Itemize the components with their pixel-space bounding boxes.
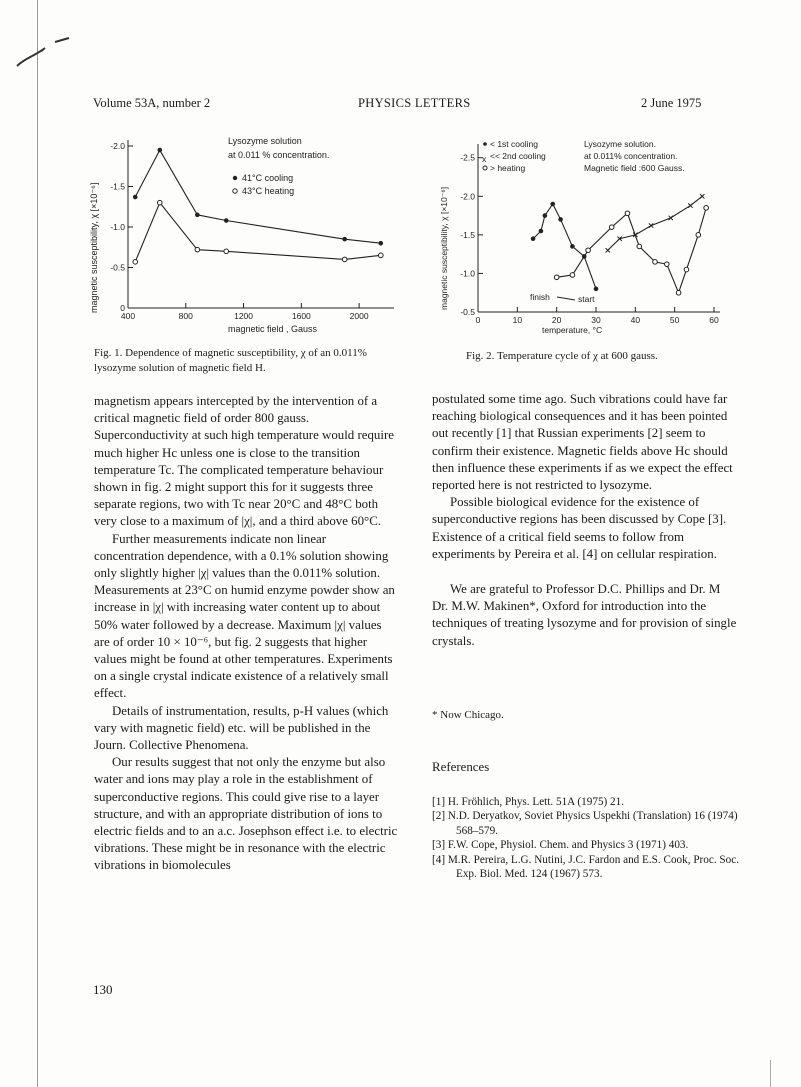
fig1-data-point bbox=[133, 260, 138, 265]
fig2-data-point bbox=[554, 275, 559, 280]
fig2-data-point bbox=[684, 267, 689, 272]
body-right-column bbox=[432, 391, 738, 650]
fig2-legend-2: << 2nd cooling bbox=[490, 151, 546, 161]
fig2-data-point bbox=[609, 225, 614, 230]
fig1-series-line-0 bbox=[135, 150, 381, 243]
header-volume: Volume 53A, number 2 bbox=[93, 96, 211, 110]
fig2-data-point bbox=[700, 194, 704, 198]
figure-2-chart bbox=[432, 130, 742, 340]
fig2-start-label: start bbox=[578, 294, 595, 304]
fig1-series-line-1 bbox=[135, 203, 381, 262]
fig2-data-point bbox=[669, 216, 673, 220]
fig2-x-tick-label: 50 bbox=[669, 315, 680, 325]
fig1-data-point bbox=[157, 200, 162, 205]
fig1-data-point bbox=[133, 195, 138, 200]
fig1-x-tick-label: 2000 bbox=[349, 311, 369, 321]
fig1-y-tick-label: -1.5 bbox=[110, 181, 125, 192]
fig1-x-tick-label: 1600 bbox=[291, 311, 311, 321]
fig1-data-point bbox=[342, 257, 347, 262]
fig1-data-point bbox=[224, 218, 229, 223]
fig2-data-point bbox=[558, 217, 563, 222]
fig2-data-point bbox=[665, 262, 670, 267]
fig1-data-point bbox=[195, 213, 200, 218]
fig1-x-tick-label: 800 bbox=[178, 311, 193, 321]
binder-line bbox=[770, 1060, 771, 1087]
fig2-info-2: at 0.011% concentration. bbox=[584, 151, 678, 161]
fig2-data-point bbox=[582, 254, 587, 259]
fig1-data-point bbox=[157, 148, 162, 153]
fig1-data-point bbox=[195, 247, 200, 252]
fig2-legend-marker-open bbox=[483, 166, 487, 170]
fig1-y-tick-label: -2.0 bbox=[110, 141, 125, 151]
fig2-y-tick-label: -1.5 bbox=[460, 229, 475, 240]
fig2-caption: Fig. 2. Temperature cycle of χ at 600 gauss. bbox=[466, 350, 658, 362]
fig2-data-point bbox=[696, 233, 701, 238]
fig1-xlabel: magnetic field , Gauss bbox=[228, 324, 318, 334]
fig2-x-tick-label: 0 bbox=[475, 315, 481, 325]
fig2-data-point bbox=[570, 273, 575, 278]
paragraph: postulated some time ago. Such vibrations could have far reaching biological consequences and it has been pointed out recently [1] that Russian experiments [2] seem to confirm their existence. Magnetic fields above Hc should then influence these experiments if as we expect the effect reported here is not restricted to lysozyme. bbox=[432, 392, 733, 493]
fig1-ylabel: magnetic susceptibility, χ [×10⁻⁶] bbox=[89, 182, 99, 313]
fig2-x-tick-label: 20 bbox=[551, 315, 562, 325]
fig1-legend-heating: 43°C heating bbox=[242, 186, 295, 196]
fig2-x-tick-label: 10 bbox=[512, 315, 523, 325]
body-left-column bbox=[94, 393, 399, 875]
fig1-y-tick-label: 0 bbox=[120, 303, 125, 313]
fig2-data-point bbox=[531, 236, 536, 241]
fig2-legend-1: < 1st cooling bbox=[490, 139, 538, 149]
fig2-series-line-0 bbox=[608, 196, 702, 250]
acknowledgement: We are grateful to Professor D.C. Phillips and Dr. M Dr. M.W. Makinen*, Oxford for introduction into the techniques of treating lysozyme and for provision of single crystals. bbox=[432, 582, 737, 648]
fig2-legend-marker-cross: x bbox=[482, 154, 487, 164]
paragraph: Our results suggest that not only the enzyme but also water and ions may play a role in the establishment of superconductive regions. This could give rise to a layer structure, and with an appropriate distribution of ions to electric fields and to an a.c. Josephson effect i.e. to electric vibrations. These might be in resonance with the electric vibrations in biomolecules bbox=[94, 755, 398, 873]
fig1-data-point bbox=[342, 237, 347, 242]
fig1-data-point bbox=[224, 249, 229, 254]
header-date: 2 June 1975 bbox=[641, 96, 702, 110]
fig2-data-point bbox=[649, 223, 653, 227]
reference-item: [1] H. Fröhlich, Phys. Lett. 51A (1975) 21. bbox=[432, 796, 625, 808]
reference-item: [3] F.W. Cope, Physiol. Chem. and Physics 3 (1971) 403. bbox=[432, 839, 689, 852]
fig1-legend-marker-open bbox=[233, 189, 237, 193]
fig1-legend-sub: at 0.011 % concentration. bbox=[228, 150, 330, 160]
fig1-x-tick-label: 1200 bbox=[234, 311, 254, 321]
fig2-x-tick-label: 40 bbox=[630, 315, 641, 325]
reference-item: [2] N.D. Deryatkov, Soviet Physics Uspekhi (Translation) 16 (1974) 568–579. bbox=[432, 810, 738, 837]
paragraph: Details of instrumentation, results, p-H values (which vary with magnetic field) etc. will be published in the Journ. Collective Phenomena. bbox=[94, 703, 389, 753]
fig2-data-point bbox=[653, 260, 658, 265]
fig2-data-point bbox=[637, 244, 642, 249]
fig1-y-tick-label: -0.5 bbox=[110, 262, 125, 273]
fig2-legend-marker-filled bbox=[483, 142, 487, 146]
fig2-y-tick-label: -0.5 bbox=[460, 307, 475, 317]
fig2-data-point bbox=[594, 287, 599, 292]
fig1-caption: Fig. 1. Dependence of magnetic susceptibility, χ of an 0.011% lysozyme solution of magnetic field H. bbox=[94, 347, 367, 374]
binder-line bbox=[37, 0, 38, 1087]
figure-1-chart bbox=[88, 128, 408, 338]
fig1-legend-marker-filled bbox=[233, 176, 237, 180]
paragraph: Possible biological evidence for the existence of superconductive regions has been discussed by Cope [3]. Existence of a critical field seems to follow from experiments by Pereira et al. [4] on cellular respiration. bbox=[432, 495, 727, 561]
fig2-data-point bbox=[676, 290, 681, 295]
fig1-data-point bbox=[378, 241, 383, 246]
references-heading: References bbox=[432, 760, 490, 774]
fig2-data-point bbox=[543, 213, 548, 218]
fig2-y-tick-label: -2.5 bbox=[460, 152, 475, 163]
fig2-data-point bbox=[704, 206, 709, 211]
fig1-legend-title: Lysozyme solution bbox=[228, 136, 302, 146]
fig2-legend-3: > heating bbox=[490, 163, 526, 173]
fig1-data-point bbox=[378, 253, 383, 258]
fig1-legend-cooling: 41°C cooling bbox=[242, 173, 294, 183]
references-list bbox=[432, 795, 762, 881]
fig2-data-point bbox=[550, 202, 555, 207]
page-number: 130 bbox=[93, 982, 113, 997]
paragraph: Further measurements indicate non linear concentration dependence, with a 0.1% solution showing only slightly higher |χ| values than the 0.011% solution. Measurements at 23°C on humid enzyme powder show an increase in |χ| with increasing water content up to about 50% water followed by a decrease. Maximum |χ| values are of order 10 × 10⁻⁶, but fig. 2 suggests that higher values might be found at other temperatures. Experiments on a single crystal indicate existence of a relatively small effect. bbox=[94, 531, 395, 701]
ink-mark bbox=[5, 34, 75, 74]
fig2-data-point bbox=[586, 248, 591, 253]
fig2-y-tick-label: -2.0 bbox=[460, 191, 475, 202]
fig2-info-1: Lysozyme solution. bbox=[584, 139, 656, 149]
fig2-info-3: Magnetic field :600 Gauss. bbox=[584, 163, 685, 173]
footnote: * Now Chicago. bbox=[432, 709, 504, 721]
fig1-x-tick-label: 400 bbox=[120, 311, 136, 321]
fig2-data-point bbox=[625, 211, 630, 216]
fig2-x-tick-label: 60 bbox=[709, 315, 719, 325]
fig2-finish-label: finish bbox=[530, 292, 550, 302]
fig2-xlabel: temperature, °C bbox=[542, 325, 603, 335]
header-journal: PHYSICS LETTERS bbox=[358, 96, 471, 110]
reference-item: [4] M.R. Pereira, L.G. Nutini, J.C. Fardon and E.S. Cook, Proc. Soc. Exp. Biol. Med. 124 (1967) 573. bbox=[432, 853, 740, 881]
fig2-y-tick-label: -1.0 bbox=[460, 268, 475, 279]
fig2-x-tick-label: 30 bbox=[591, 315, 601, 325]
fig2-data-point bbox=[606, 248, 610, 252]
fig2-finish-arrow bbox=[557, 297, 575, 300]
paragraph: magnetism appears intercepted by the intervention of a critical magnetic field of order 800 gauss. Superconductivity at such high temperature would require much higher Hc unless one is close to the transition temperature Tc. The complicated temperature behaviour shown in fig. 2 might support this for it suggests three separate regions, two with Tc near 20°C and 48°C both very close to a maximum of |χ|, and a third above 60°C. bbox=[94, 394, 394, 529]
fig1-y-tick-label: -1.0 bbox=[110, 222, 125, 232]
fig2-data-point bbox=[570, 244, 575, 249]
fig2-series-line-1 bbox=[557, 208, 706, 293]
fig2-data-point bbox=[688, 203, 692, 207]
fig2-data-point bbox=[539, 229, 544, 234]
fig2-ylabel: magnetic susceptibility, χ [×10⁻⁶] bbox=[439, 186, 449, 310]
